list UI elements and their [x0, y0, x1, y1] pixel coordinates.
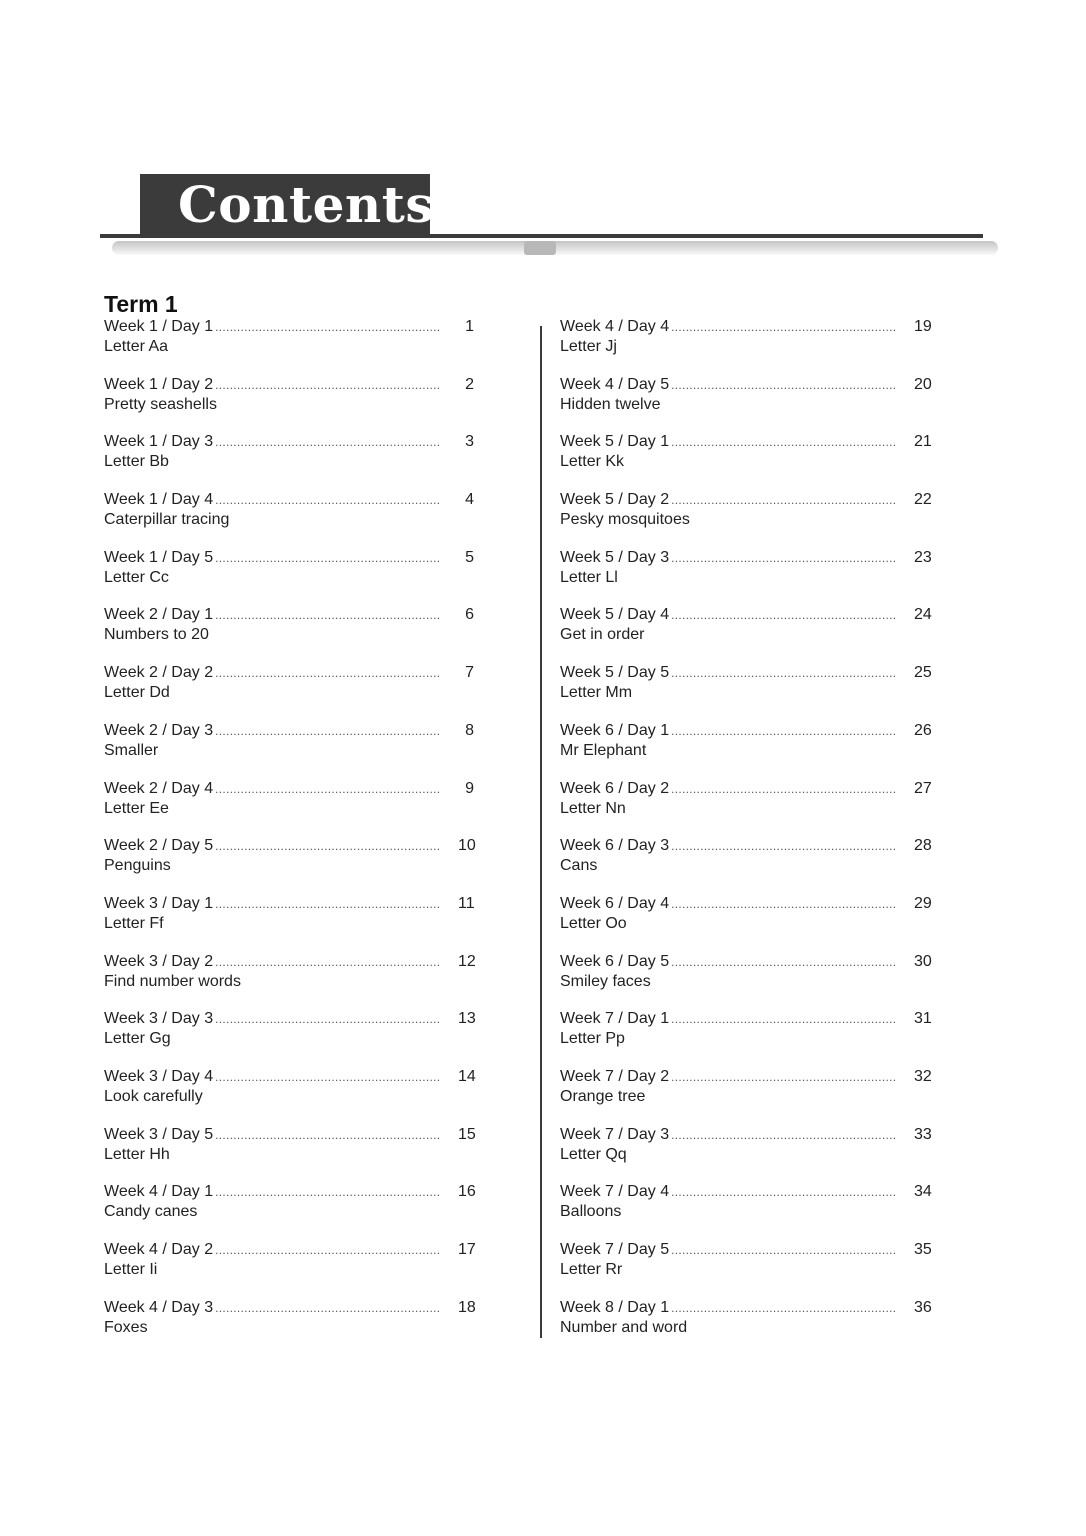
toc-leader-dots [671, 375, 896, 395]
toc-entry-head [560, 1182, 930, 1202]
toc-entry[interactable] [104, 1298, 474, 1356]
toc-entry-head [560, 1067, 930, 1087]
toc-entry-label: Week 2 / Day 2 [104, 664, 214, 682]
toc-entry-subtitle: Letter Kk [560, 453, 625, 471]
toc-entry[interactable] [560, 836, 930, 894]
toc-entry-label: Week 2 / Day 3 [104, 721, 214, 739]
toc-entry-page-number: 25 [914, 664, 932, 682]
toc-entry-subtitle: Mr Elephant [560, 741, 647, 759]
toc-leader-dots [215, 1182, 440, 1202]
toc-entry-label: Week 3 / Day 2 [104, 952, 214, 970]
toc-entry[interactable] [104, 1182, 474, 1240]
toc-leader-dots [671, 1240, 896, 1260]
toc-entry-page-number: 33 [914, 1125, 932, 1143]
toc-entry-head [560, 548, 930, 568]
toc-entry-head [104, 548, 474, 568]
toc-entry-label: Week 4 / Day 2 [104, 1241, 214, 1258]
toc-entry-head [104, 894, 474, 914]
toc-leader-dots [671, 952, 896, 972]
toc-entry-page-number: 19 [914, 318, 932, 335]
toc-entry[interactable] [104, 375, 474, 433]
toc-entry-label: Week 7 / Day 2 [560, 1067, 670, 1085]
toc-entry-head [560, 663, 930, 683]
toc-entry-label: Week 7 / Day 5 [560, 1241, 670, 1258]
toc-entry-subtitle: Hidden twelve [560, 395, 661, 413]
toc-entry-head [560, 894, 930, 914]
toc-entry-head [104, 1009, 474, 1029]
toc-entry-subtitle: Letter Nn [560, 799, 626, 817]
toc-entry-head [560, 1240, 930, 1260]
toc-entry-label: Week 1 / Day 4 [104, 491, 214, 509]
toc-entry-subtitle: Number and word [560, 1318, 688, 1336]
toc-entry-head [560, 836, 930, 856]
toc-entry-head [104, 836, 474, 856]
toc-leader-dots [671, 1009, 896, 1029]
toc-entry-label: Week 5 / Day 5 [560, 664, 670, 682]
toc-entry-page-number: 4 [465, 491, 474, 509]
toc-entry-subtitle: Letter Dd [104, 684, 170, 702]
toc-entry-page-number: 11 [458, 894, 475, 912]
toc-entry-subtitle: Letter Hh [104, 1145, 170, 1163]
toc-entry-label: Week 6 / Day 5 [560, 952, 670, 970]
toc-entry-page-number: 9 [465, 779, 474, 797]
toc-leader-dots [671, 663, 896, 683]
toc-leader-dots [215, 317, 440, 337]
page-title: Contents [178, 175, 435, 234]
toc-entry-subtitle: Foxes [104, 1318, 148, 1336]
toc-entry-page-number: 13 [458, 1010, 476, 1028]
toc-entry-head [104, 1240, 474, 1260]
toc-entry-label: Week 1 / Day 3 [104, 433, 214, 451]
toc-entry-page-number: 20 [914, 375, 932, 393]
toc-entry-label: Week 6 / Day 1 [560, 721, 670, 739]
toc-leader-dots [671, 432, 896, 452]
toc-leader-dots [671, 548, 896, 568]
toc-entry-subtitle: Letter Ll [560, 568, 618, 586]
title-rule [100, 234, 983, 238]
toc-entry-label: Week 5 / Day 2 [560, 491, 670, 509]
toc-leader-dots [215, 432, 440, 452]
toc-entry-page-number: 28 [914, 837, 932, 855]
toc-entry-subtitle: Cans [560, 857, 598, 875]
toc-entry-subtitle: Caterpillar tracing [104, 511, 230, 529]
toc-entry[interactable] [560, 952, 930, 1010]
toc-entry[interactable] [104, 1240, 474, 1298]
contents-column-right [560, 317, 930, 1355]
toc-leader-dots [215, 1067, 440, 1087]
toc-entry[interactable] [560, 894, 930, 952]
toc-leader-dots [215, 548, 440, 568]
toc-entry[interactable] [104, 1067, 474, 1125]
toc-entry-subtitle: Numbers to 20 [104, 626, 209, 644]
toc-entry-subtitle: Letter Pp [560, 1030, 625, 1048]
toc-entry-page-number: 24 [914, 606, 932, 624]
toc-entry-head [104, 1067, 474, 1087]
toc-entry-label: Week 4 / Day 4 [560, 318, 670, 335]
toc-entry-head [104, 432, 474, 452]
toc-entry-page-number: 8 [465, 721, 474, 739]
toc-entry-page-number: 2 [465, 375, 474, 393]
toc-entry-label: Week 5 / Day 4 [560, 606, 670, 624]
toc-entry-head [104, 952, 474, 972]
toc-entry-label: Week 3 / Day 3 [104, 1010, 214, 1028]
toc-entry[interactable] [104, 605, 474, 663]
toc-leader-dots [671, 1298, 896, 1318]
toc-entry-head [560, 952, 930, 972]
toc-entry-label: Week 7 / Day 4 [560, 1183, 670, 1201]
toc-leader-dots [215, 663, 440, 683]
toc-leader-dots [215, 721, 440, 741]
toc-entry-subtitle: Find number words [104, 972, 241, 990]
toc-entry[interactable] [560, 779, 930, 837]
toc-entry-subtitle: Smaller [104, 741, 159, 759]
toc-entry-label: Week 5 / Day 3 [560, 548, 670, 566]
toc-entry[interactable] [104, 779, 474, 837]
toc-entry-page-number: 26 [914, 721, 932, 739]
toc-entry-page-number: 16 [458, 1183, 476, 1201]
toc-entry-label: Week 6 / Day 2 [560, 779, 670, 797]
toc-leader-dots [215, 1009, 440, 1029]
toc-entry-page-number: 3 [465, 433, 474, 451]
toc-leader-dots [671, 605, 896, 625]
toc-entry[interactable] [560, 317, 930, 375]
toc-leader-dots [215, 1298, 440, 1318]
toc-entry-head [104, 1298, 474, 1318]
toc-leader-dots [215, 1240, 440, 1260]
toc-entry-label: Week 1 / Day 2 [104, 375, 214, 393]
toc-leader-dots [671, 1067, 896, 1087]
toc-leader-dots [671, 836, 896, 856]
toc-entry[interactable] [560, 1009, 930, 1067]
toc-entry[interactable] [104, 1009, 474, 1067]
toc-entry-page-number: 17 [458, 1241, 476, 1258]
toc-entry-head [104, 605, 474, 625]
toc-entry-head [560, 1009, 930, 1029]
toc-entry-page-number: 7 [465, 664, 474, 682]
toc-entry[interactable] [560, 1067, 930, 1125]
toc-entry-head [560, 1298, 930, 1318]
toc-entry[interactable] [104, 952, 474, 1010]
toc-entry-page-number: 5 [465, 548, 474, 566]
toc-leader-dots [671, 779, 896, 799]
toc-leader-dots [671, 894, 896, 914]
toc-entry-head [104, 779, 474, 799]
toc-entry-head [104, 1125, 474, 1145]
contents-title-block [140, 174, 435, 236]
toc-entry-label: Week 5 / Day 1 [560, 433, 670, 451]
toc-entry[interactable] [560, 1125, 930, 1183]
toc-entry-subtitle: Candy canes [104, 1203, 198, 1221]
toc-entry[interactable] [104, 490, 474, 548]
toc-entry-subtitle: Letter Ff [104, 914, 164, 932]
toc-entry-label: Week 7 / Day 1 [560, 1010, 670, 1028]
toc-entry-label: Week 3 / Day 5 [104, 1125, 214, 1143]
toc-leader-dots [215, 490, 440, 510]
toc-entry-subtitle: Letter Mm [560, 684, 633, 702]
toc-entry-head [104, 490, 474, 510]
toc-entry-subtitle: Letter Aa [104, 338, 169, 355]
toc-entry[interactable] [104, 894, 474, 952]
toc-entry-subtitle: Letter Cc [104, 568, 169, 586]
toc-entry-head [104, 375, 474, 395]
toc-entry-label: Week 2 / Day 4 [104, 779, 214, 797]
toc-entry-page-number: 22 [914, 491, 932, 509]
toc-entry-page-number: 6 [465, 606, 474, 624]
toc-entry-subtitle: Pretty seashells [104, 395, 217, 413]
toc-entry-page-number: 31 [914, 1010, 932, 1028]
toc-entry-label: Week 1 / Day 5 [104, 548, 214, 566]
toc-entry-subtitle: Letter Oo [560, 914, 627, 932]
toc-entry-page-number: 36 [914, 1298, 932, 1316]
column-divider [540, 326, 542, 1338]
toc-entry-label: Week 3 / Day 4 [104, 1067, 214, 1085]
toc-entry[interactable] [560, 1298, 930, 1356]
toc-entry[interactable] [560, 663, 930, 721]
toc-entry-subtitle: Letter Gg [104, 1030, 171, 1048]
toc-entry-page-number: 10 [458, 837, 476, 855]
toc-entry-page-number: 34 [914, 1183, 932, 1201]
toc-entry-label: Week 4 / Day 5 [560, 375, 670, 393]
toc-entry-head [560, 721, 930, 741]
toc-leader-dots [215, 952, 440, 972]
toc-leader-dots [215, 894, 440, 914]
toc-entry[interactable] [560, 490, 930, 548]
toc-leader-dots [215, 836, 440, 856]
toc-entry-subtitle: Get in order [560, 626, 645, 644]
toc-leader-dots [671, 490, 896, 510]
toc-entry-page-number: 14 [458, 1067, 476, 1085]
toc-entry-head [560, 432, 930, 452]
toc-entry-head [560, 375, 930, 395]
toc-entry-page-number: 21 [914, 433, 932, 451]
toc-entry[interactable] [560, 721, 930, 779]
toc-leader-dots [671, 1125, 896, 1145]
contents-column-left [104, 317, 474, 1355]
toc-entry-subtitle: Pesky mosquitoes [560, 511, 690, 529]
toc-entry[interactable] [560, 432, 930, 490]
toc-entry-page-number: 18 [458, 1298, 476, 1316]
toc-leader-dots [671, 721, 896, 741]
toc-entry-page-number: 30 [914, 952, 932, 970]
toc-entry-subtitle: Letter Bb [104, 453, 169, 471]
toc-entry-subtitle: Letter Rr [560, 1261, 623, 1278]
toc-entry-page-number: 29 [914, 894, 932, 912]
toc-entry-page-number: 1 [465, 318, 474, 335]
toc-entry-page-number: 32 [914, 1067, 932, 1085]
toc-entry[interactable] [560, 548, 930, 606]
toc-entry-head [104, 1182, 474, 1202]
toc-leader-dots [671, 317, 896, 337]
toc-entry[interactable] [560, 1240, 930, 1298]
toc-entry-subtitle: Penguins [104, 857, 171, 875]
toc-entry-page-number: 12 [458, 952, 476, 970]
toc-entry[interactable] [104, 1125, 474, 1183]
toc-leader-dots [215, 1125, 440, 1145]
toc-entry[interactable] [560, 375, 930, 433]
toc-entry-head [104, 317, 474, 337]
toc-entry-subtitle: Look carefully [104, 1087, 203, 1105]
toc-entry-subtitle: Letter Ii [104, 1261, 158, 1278]
toc-entry-label: Week 6 / Day 3 [560, 837, 670, 855]
toc-entry-label: Week 2 / Day 5 [104, 837, 214, 855]
toc-entry-head [560, 779, 930, 799]
toc-entry-subtitle: Orange tree [560, 1087, 646, 1105]
toc-entry[interactable] [560, 605, 930, 663]
toc-leader-dots [215, 605, 440, 625]
toc-entry-page-number: 27 [914, 779, 932, 797]
toc-entry-head [104, 663, 474, 683]
toc-entry[interactable] [560, 1182, 930, 1240]
toc-entry-label: Week 1 / Day 1 [104, 318, 214, 335]
toc-entry-subtitle: Smiley faces [560, 972, 651, 990]
toc-entry[interactable] [104, 663, 474, 721]
toc-entry[interactable] [104, 548, 474, 606]
toc-entry-label: Week 6 / Day 4 [560, 894, 670, 912]
toc-entry-subtitle: Letter Ee [104, 799, 169, 817]
title-shadow-knot [524, 241, 556, 255]
toc-entry-head [560, 605, 930, 625]
toc-leader-dots [671, 1182, 896, 1202]
toc-entry-subtitle: Letter Qq [560, 1145, 627, 1163]
toc-leader-dots [215, 375, 440, 395]
toc-entry[interactable] [104, 432, 474, 490]
toc-entry-head [560, 1125, 930, 1145]
toc-entry-head [560, 317, 930, 337]
toc-entry-page-number: 23 [914, 548, 932, 566]
toc-entry-label: Week 8 / Day 1 [560, 1298, 670, 1316]
title-shadow [112, 241, 998, 255]
toc-entry-page-number: 15 [458, 1125, 476, 1143]
toc-leader-dots [215, 779, 440, 799]
toc-entry[interactable] [104, 836, 474, 894]
toc-entry-head [560, 490, 930, 510]
toc-entry-subtitle: Balloons [560, 1203, 622, 1221]
toc-entry-label: Week 3 / Day 1 [104, 894, 214, 912]
toc-entry-head [104, 721, 474, 741]
toc-entry-subtitle: Letter Jj [560, 338, 617, 355]
toc-entry[interactable] [104, 317, 474, 375]
term-heading: Term 1 [104, 291, 178, 317]
toc-entry[interactable] [104, 721, 474, 779]
toc-entry-label: Week 2 / Day 1 [104, 606, 214, 624]
toc-entry-label: Week 7 / Day 3 [560, 1125, 670, 1143]
toc-entry-page-number: 35 [914, 1241, 932, 1258]
toc-entry-label: Week 4 / Day 1 [104, 1183, 214, 1201]
toc-entry-label: Week 4 / Day 3 [104, 1298, 214, 1316]
